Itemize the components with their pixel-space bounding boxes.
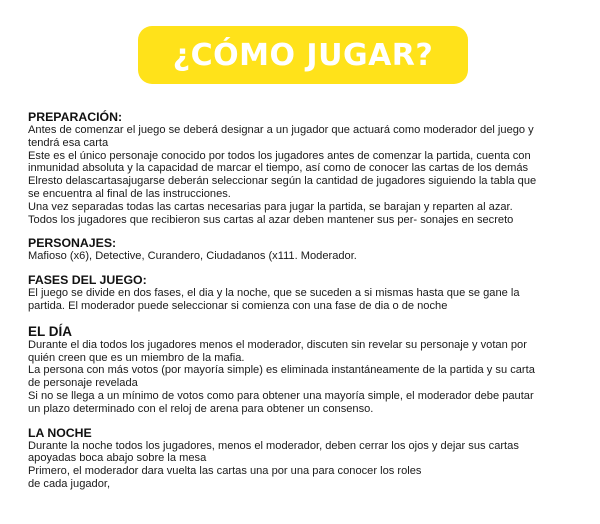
text-line: de cada jugador, [28, 477, 111, 490]
text-line: apoyadas boca abajo sobre la mesa [28, 452, 207, 465]
text-line: Una vez separadas todas las cartas necesarias para jugar la partida, se barajan y reparten al azar. [28, 200, 513, 213]
text-line: un plazo determinado con el reloj de arena para obtener un consenso. [28, 402, 374, 415]
text-line: Durante el dia todos los jugadores menos el moderador, discuten sin revelar su personaje y votan por [28, 338, 527, 351]
section-heading: PERSONAJES: [28, 236, 117, 251]
section-heading: EL DÍA [28, 323, 73, 339]
section-heading: PREPARACIÓN: [28, 110, 123, 124]
page-title: ¿CÓMO JUGAR? [172, 37, 434, 73]
text-line: inmunidad absoluta y la capacidad de marcar el tiempo, así como de conocer las cartas de los demás [28, 162, 529, 175]
text-line: Antes de comenzar el juego se deberá designar a un jugador que actuará como moderador del juego y [28, 124, 534, 136]
section-preparacion [28, 111, 584, 226]
text-line: Este es el único personaje conocido por todos los jugadores antes de comenzar la partida, cuenta con [28, 149, 531, 162]
text-line: quién creen que es un miembro de la mafia. [28, 351, 245, 364]
text-line: Elresto delascartasajugarse deberán seleccionar según la cantidad de jugadores siguiendo la tabla que [28, 175, 537, 188]
title-banner [138, 26, 468, 84]
text-line: Primero, el moderador dara vuelta las cartas una por una para conocer los roles [28, 465, 422, 478]
text-line: Todos los jugadores que recibieron sus cartas al azar deben mantener sus per- sonajes en secreto [28, 213, 514, 226]
text-line: Durante la noche todos los jugadores, menos el moderador, deben cerrar los ojos y dejar sus cartas [28, 439, 519, 452]
text-line: Mafioso (x6), Detective, Curandero, Ciudadanos (x111. Moderador. [28, 250, 357, 263]
instructions-body [28, 111, 584, 502]
text-line: se encuentra al final de las instrucciones. [28, 187, 231, 200]
section-heading: FASES DEL JUEGO: [28, 273, 147, 288]
section-heading: LA NOCHE [28, 425, 92, 440]
text-line: tendrá esa carta [28, 136, 109, 149]
section-fases [28, 274, 584, 313]
text-line: El juego se divide en dos fases, el dia y la noche, que se suceden a si mismas hasta que se gane la [28, 287, 520, 300]
section-la-noche [28, 427, 584, 491]
text-line: de personaje revelada [28, 377, 138, 390]
text-line: La persona con más votos (por mayoría simple) es eliminada instantáneamente de la partida y su carta [28, 364, 535, 377]
section-personajes [28, 237, 584, 263]
text-line: partida. El moderador puede seleccionar si comienza con una fase de dia o de noche [28, 299, 448, 312]
section-el-dia [28, 324, 584, 416]
text-line: Si no se llega a un mínimo de votos como para obtener una mayoría simple, el moderador debe pautar [28, 389, 534, 402]
